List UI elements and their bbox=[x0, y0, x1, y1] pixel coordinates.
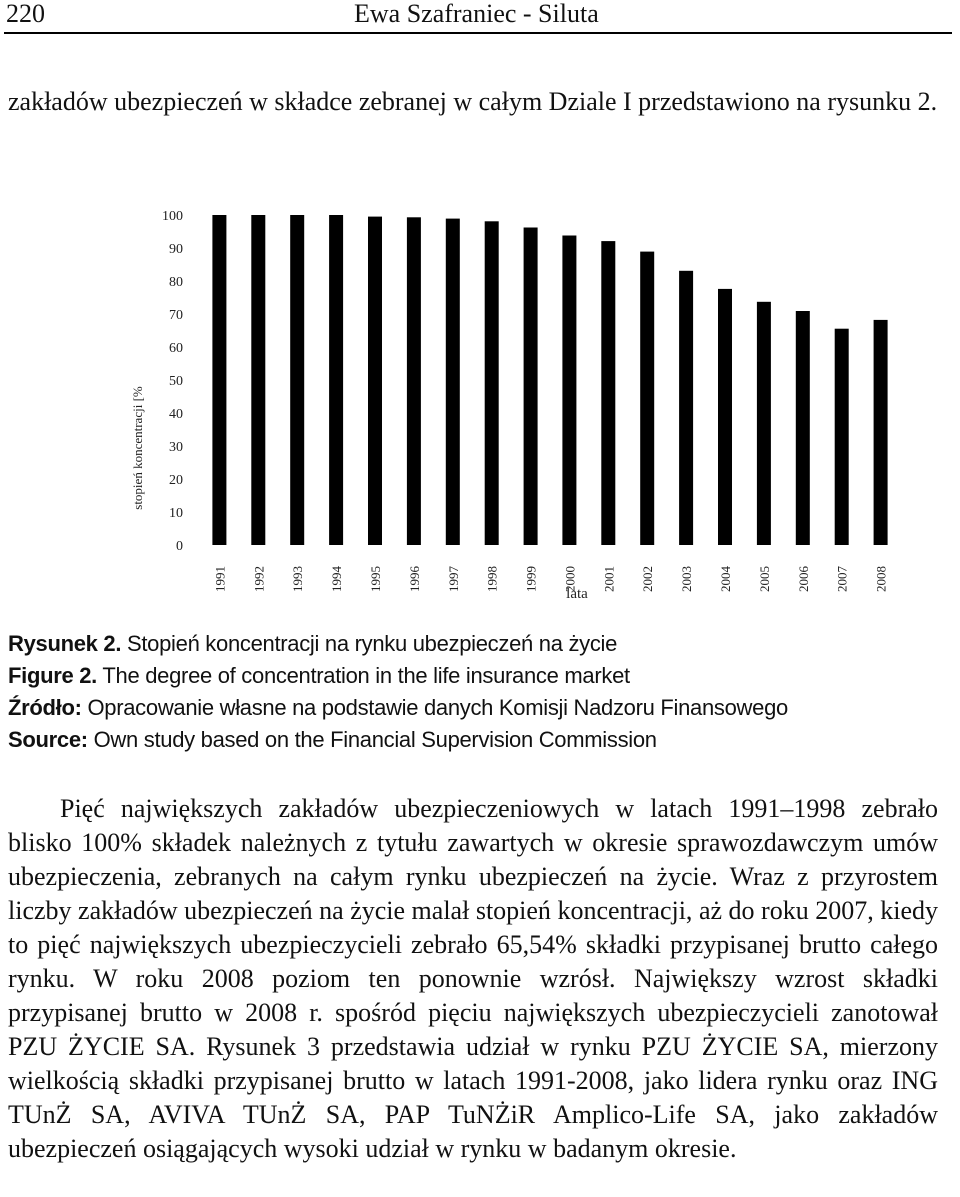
page-number: 220 bbox=[6, 0, 45, 28]
x-tick-label: 1995 bbox=[368, 566, 383, 592]
bar-2002 bbox=[640, 252, 654, 545]
x-tick-label: 1996 bbox=[406, 566, 422, 592]
bar-1998 bbox=[485, 221, 499, 545]
intro-paragraph: zakładów ubezpieczeń w składce zebranej w całym Dziale I przedstawiono na rysunku 2. bbox=[8, 87, 938, 116]
bar-1995 bbox=[368, 217, 382, 545]
caption-figure-text: The degree of concentration in the life insurance market bbox=[97, 663, 630, 688]
x-tick-label: 2008 bbox=[873, 566, 889, 592]
bar-2004 bbox=[718, 289, 732, 545]
bar-1994 bbox=[329, 215, 343, 545]
bar-1993 bbox=[290, 215, 304, 545]
x-tick-label: 2003 bbox=[679, 566, 695, 592]
y-tick-label: 20 bbox=[169, 473, 183, 488]
y-tick-label: 10 bbox=[169, 506, 183, 521]
caption-rysunek-label: Rysunek 2. bbox=[8, 631, 122, 656]
x-tick-label: 2000 bbox=[562, 566, 578, 592]
y-tick-label: 40 bbox=[169, 407, 183, 422]
x-tick-label: 1994 bbox=[329, 566, 345, 592]
body-paragraph: Pięć największych zakładów ubezpieczeniowych w latach 1991–1998 zebrało blisko 100% składek należnych z tytułu zawartych w okresie sprawozdawczym umów ubezpieczenia, zebranych na całym rynku ubezpieczeń na życie. Wraz z przyrostem liczby zakładów ubezpieczeń na życie malał stopień koncentracji, aż do roku 2007, kiedy to pięć największych ubezpieczycieli zebrało 65,54% składki przypisanej brutto całego rynku. W roku 2008 poziom ten ponownie wzrósł. Największy wzrost składki przypisanej brutto w 2008 r. spośród pięciu największych ubezpieczycieli zanotował PZU ŻYCIE SA. Rysunek 3 przedstawia udział w rynku PZU ŻYCIE SA, mierzony wielkością składki przypisanej brutto w latach 1991-2008, jako lidera rynku oraz ING TUnŻ SA, AVIVA TUnŻ SA, PAP TuNŻiR Amplico-Life SA, jako zakładów ubezpieczeń osiągających wysoki udział w rynku w badanym okresie. bbox=[8, 794, 938, 1163]
bar-1997 bbox=[446, 219, 460, 545]
y-tick-label: 0 bbox=[176, 539, 183, 554]
y-tick-label: 50 bbox=[169, 374, 183, 389]
chart-bars bbox=[212, 215, 887, 545]
x-tick-label: 1992 bbox=[251, 566, 267, 592]
bar-1991 bbox=[212, 215, 226, 545]
x-tick-label: 2005 bbox=[756, 566, 772, 592]
x-tick-label: 1993 bbox=[290, 566, 306, 592]
header-rule bbox=[4, 32, 952, 34]
bar-chart-svg bbox=[120, 200, 960, 620]
bar-2001 bbox=[601, 241, 615, 545]
bar-1999 bbox=[524, 228, 538, 546]
bar-chart bbox=[120, 200, 960, 620]
caption-rysunek-text: Stopień koncentracji na rynku ubezpieczeń na życie bbox=[121, 631, 618, 656]
x-tick-label: 1999 bbox=[523, 566, 539, 592]
bar-2008 bbox=[874, 320, 888, 545]
bar-2000 bbox=[562, 236, 576, 546]
y-tick-label: 60 bbox=[169, 341, 183, 356]
caption-source-text: Own study based on the Financial Supervision Commission bbox=[87, 727, 657, 752]
bar-2003 bbox=[679, 271, 693, 545]
caption-zrodlo bbox=[8, 692, 954, 724]
caption-figure bbox=[8, 660, 954, 692]
bar-1992 bbox=[251, 215, 265, 545]
body-text bbox=[8, 792, 938, 1166]
page-header bbox=[4, 0, 954, 30]
caption-source bbox=[8, 724, 954, 756]
bar-2007 bbox=[835, 329, 849, 545]
y-tick-label: 80 bbox=[169, 275, 183, 290]
y-tick-label: 70 bbox=[169, 308, 183, 323]
running-title: Ewa Szafraniec - Siluta bbox=[354, 0, 599, 28]
x-tick-label: 2002 bbox=[640, 566, 656, 592]
y-tick-label: 30 bbox=[169, 440, 183, 455]
y-tick-label: 90 bbox=[169, 242, 183, 257]
y-axis-label: stopień koncentracji [% bbox=[130, 386, 145, 510]
x-tick-label: 2004 bbox=[718, 566, 733, 592]
y-tick-label: 100 bbox=[162, 209, 183, 224]
bar-1996 bbox=[407, 217, 421, 545]
x-axis-ticks bbox=[212, 566, 888, 593]
figure-captions bbox=[8, 628, 954, 756]
x-tick-label: 2006 bbox=[795, 566, 811, 592]
caption-zrodlo-label: Źródło: bbox=[8, 695, 82, 720]
x-tick-label: 1997 bbox=[445, 566, 461, 592]
caption-figure-label: Figure 2. bbox=[8, 663, 97, 688]
bar-2005 bbox=[757, 302, 771, 545]
caption-zrodlo-text: Opracowanie własne na podstawie danych Komisji Nadzoru Finansowego bbox=[81, 695, 788, 720]
caption-source-label: Source: bbox=[8, 727, 88, 752]
x-tick-label: 2001 bbox=[601, 566, 617, 592]
x-axis-label: lata bbox=[566, 586, 588, 602]
x-tick-label: 2007 bbox=[834, 566, 850, 592]
y-axis-ticks bbox=[162, 209, 183, 554]
caption-rysunek bbox=[8, 628, 954, 660]
x-tick-label: 1991 bbox=[212, 566, 228, 592]
x-tick-label: 1998 bbox=[484, 566, 500, 592]
bar-2006 bbox=[796, 311, 810, 545]
